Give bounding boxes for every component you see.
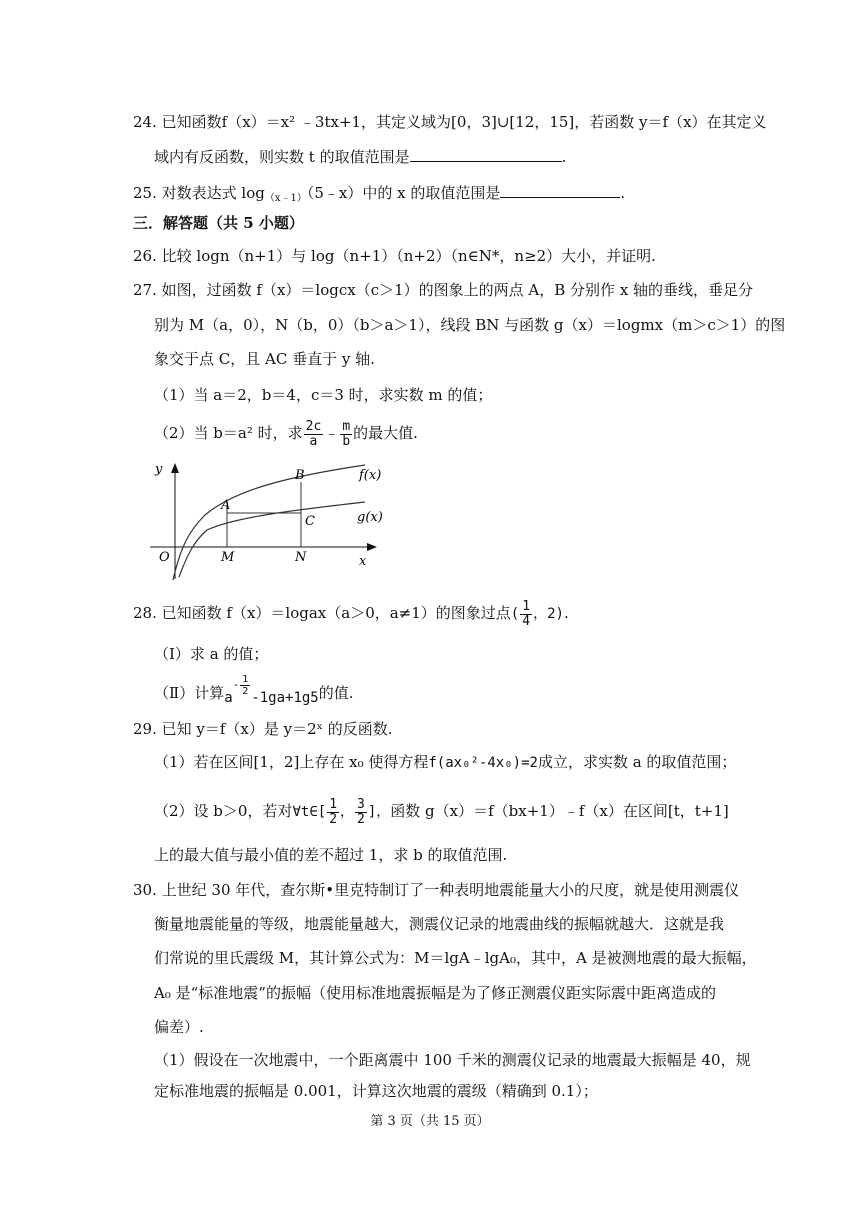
- question-text: 对数表达式 log: [161, 184, 265, 202]
- numerator: 1: [522, 598, 531, 614]
- question-text: 比较 logn（n+1）与 log（n+1）（n+2）（n∈N*，n≥2）大小，并证明.: [161, 247, 656, 265]
- q27-part1: （1）当 a＝2，b＝4，c＝3 时，求实数 m 的值；: [154, 386, 493, 404]
- question-text: 的最大值.: [353, 424, 418, 442]
- point-comma: ，: [533, 606, 548, 622]
- equation: f(ax₀²-4x₀)=2: [428, 755, 538, 771]
- q29-part1: [154, 752, 736, 773]
- label-y: y: [155, 462, 163, 477]
- question-number: 27.: [133, 281, 157, 299]
- numerator: 2c: [305, 418, 322, 434]
- question-text: 已知函数 f（x）＝logax（a＞0，a≠1）的图象过点: [161, 604, 511, 622]
- question-text: （Ⅱ）计算: [154, 684, 225, 702]
- function-graph: [145, 455, 395, 585]
- numerator: 1: [242, 673, 249, 685]
- question-text: 成立，求实数 a 的取值范围；: [537, 753, 737, 771]
- point-open-paren: (: [510, 606, 520, 622]
- period: .: [563, 604, 569, 622]
- question-text: （1）若在区间[1，2]上存在 x₀ 使得方程: [154, 753, 429, 771]
- power-exponent: - 1 2: [232, 673, 249, 697]
- fraction-2c-over-a: [304, 420, 324, 449]
- question-number: 24.: [133, 113, 157, 131]
- q30-line4: A₀ 是“标准地震”的振幅（使用标准地震振幅是为了修正测震仪距实际震中距离造成的: [154, 984, 716, 1002]
- numerator: 3: [357, 796, 365, 812]
- x-axis-arrow: [367, 543, 377, 551]
- power-base: a: [224, 690, 233, 706]
- point-y: 2: [547, 606, 556, 622]
- period: .: [620, 184, 626, 202]
- label-N: N: [295, 550, 307, 565]
- denominator: 2: [357, 811, 365, 827]
- q28-part1: （Ⅰ）求 a 的值；: [154, 645, 269, 663]
- label-fx: f(x): [359, 468, 382, 483]
- question-text: （2）当 b＝a² 时，求: [154, 424, 303, 442]
- point-x-fraction: [520, 600, 532, 629]
- page-footer: 第 3 页（共 15 页）: [370, 1114, 490, 1129]
- q25-line: [133, 181, 625, 203]
- question-text: 已知函数: [161, 113, 222, 131]
- question-math: f（x）＝x² ﹣3tx+1，其定义域为[0，3]∪[12，15]，若函数 y＝f（x）在其定义: [221, 113, 767, 131]
- q28-line1: [133, 598, 569, 629]
- q27-line3: 象交于点 C，且 AC 垂直于 y 轴.: [154, 350, 375, 368]
- question-text: 上世纪 30 年代，查尔斯•里克特制订了一种表明地震能量大小的尺度，就是使用测震仪: [161, 881, 740, 899]
- q30-line3: 们常说的里氏震级 M，其计算公式为：M＝lgA﹣lgA₀，其中，A 是被测地震的最大振幅，: [154, 949, 757, 967]
- log-base: （x﹣1）: [264, 193, 307, 204]
- denominator: 2: [329, 811, 338, 827]
- q26-line: [133, 246, 656, 266]
- question-text: 域内有反函数，则实数 t 的取值范围是: [154, 148, 410, 166]
- question-text: 的值.: [318, 684, 354, 702]
- question-number: 29.: [133, 720, 157, 738]
- q24-line1: [133, 112, 767, 132]
- label-gx: g(x): [357, 510, 383, 525]
- q30-line5: 偏差）.: [154, 1018, 204, 1036]
- answer-blank: [500, 181, 620, 198]
- minus-sign: ﹣: [324, 424, 340, 442]
- label-O: O: [159, 550, 170, 565]
- label-C: C: [305, 514, 315, 529]
- f-curve: [173, 465, 365, 580]
- fraction-three-halves: [355, 798, 367, 827]
- label-B: B: [295, 468, 305, 483]
- q29-part2: [154, 796, 729, 827]
- denominator: b: [342, 433, 351, 449]
- label-A: A: [221, 498, 231, 513]
- denominator: a: [309, 433, 318, 449]
- q30-part1-line1: （1）假设在一次地震中，一个距离震中 100 千米的测震仪记录的地震最大振幅是 40，规: [154, 1051, 751, 1069]
- label-M: M: [221, 550, 235, 565]
- forall-symbol: ∀t∈[: [292, 804, 327, 820]
- denominator: 4: [522, 613, 531, 629]
- q28-part2: [154, 673, 354, 710]
- interval-close: ]，: [367, 804, 391, 820]
- q24-line2: [154, 145, 566, 167]
- question-text: （2）设 b＞0，若对: [154, 802, 293, 820]
- denominator: 2: [242, 685, 249, 697]
- interval-comma: ，: [340, 804, 355, 820]
- fraction-half: [327, 798, 339, 827]
- q27-part2: [154, 418, 418, 449]
- section-heading: 三．解答题（共 5 小题）: [133, 214, 304, 232]
- q30-line1: [133, 880, 739, 900]
- point-close-paren: ): [555, 606, 564, 622]
- question-number: 28.: [133, 604, 157, 622]
- numerator: m: [342, 418, 351, 434]
- q27-line1: [133, 280, 753, 300]
- exponent-fraction: [240, 674, 250, 697]
- fraction-m-over-b: [340, 420, 352, 449]
- q30-part1-line2: 定标准地震的振幅是 0.001，计算这次地震的震级（精确到 0.1）；: [154, 1082, 598, 1100]
- q29-part2-line2: 上的最大值与最小值的差不超过 1，求 b 的取值范围.: [154, 846, 508, 864]
- answer-blank: [410, 145, 562, 162]
- q30-line2: 衡量地震能量的等级，地震能量越大，测震仪记录的地震曲线的振幅就越大．这就是我: [154, 915, 725, 933]
- question-number: 25.: [133, 184, 157, 202]
- question-number: 26.: [133, 247, 157, 265]
- log-expression: -1ga+1g5: [251, 690, 319, 706]
- question-text: 函数 g（x）＝f（bx+1）﹣f（x）在区间[t，t+1]: [390, 802, 729, 820]
- label-x: x: [359, 554, 367, 569]
- y-axis-arrow: [171, 463, 179, 473]
- question-number: 30.: [133, 881, 157, 899]
- q29-line1: [133, 719, 393, 739]
- numerator: 1: [329, 796, 338, 812]
- q27-line2: 别为 M（a，0），N（b，0）（b＞a＞1），线段 BN 与函数 g（x）＝logmx（m＞c＞1）的图: [154, 316, 786, 334]
- question-text: （5﹣x）中的 x 的取值范围是: [306, 184, 501, 202]
- period: .: [561, 148, 567, 166]
- question-text: 已知 y＝f（x）是 y＝2ˣ 的反函数.: [161, 720, 393, 738]
- question-text: 如图，过函数 f（x）＝logcx（c＞1）的图象上的两点 A，B 分别作 x 轴的垂线，垂足分: [161, 281, 754, 299]
